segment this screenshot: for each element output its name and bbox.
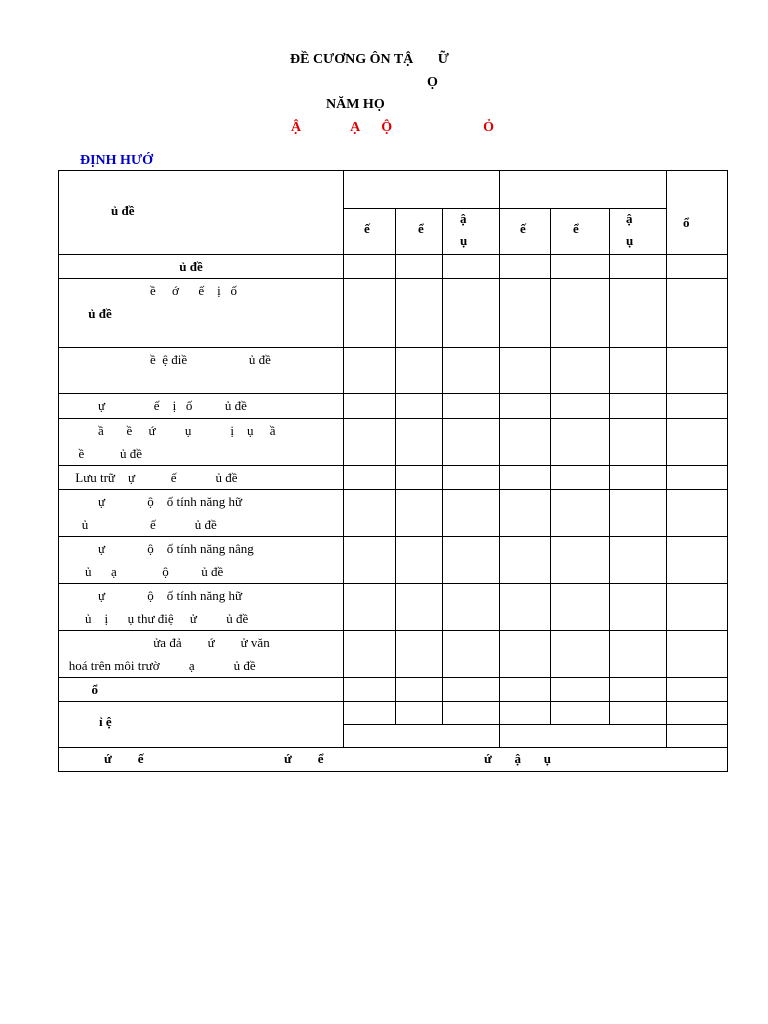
doc-subtitle: Ọ	[427, 75, 438, 90]
red-heading: Ậ Ạ Ộ Ỏ	[291, 120, 494, 135]
footer-label-2: ứ ể	[284, 751, 324, 766]
row-label: ổ	[59, 682, 98, 697]
row-label-line2: ủ ế ủ đề	[59, 517, 217, 532]
subheader-label: ế	[520, 221, 526, 236]
row-label-cell	[59, 279, 344, 348]
table-row	[59, 584, 728, 631]
subheader-label: ế	[364, 221, 370, 236]
row-label-cell	[59, 490, 344, 537]
row-label: ự ế ị ố ủ đề	[59, 398, 247, 413]
row-label-line3: ủ đề	[59, 306, 112, 321]
group-header-1	[344, 171, 500, 209]
subheader-cell	[500, 209, 551, 255]
subheader-cell	[344, 209, 396, 255]
row-label-cell	[59, 419, 344, 466]
subheader-cell	[396, 209, 443, 255]
total-header: ổ	[683, 215, 690, 230]
row-label-line2: hoá trên môi trườ ạ ủ đề	[59, 658, 256, 673]
subheader-cell	[610, 209, 667, 255]
row-label: ầ ề ứ ụ ị ụ ầ	[59, 423, 276, 438]
row-label-cell	[59, 348, 344, 394]
row-label-cell	[59, 537, 344, 584]
row-label-cell	[59, 631, 344, 678]
doc-title: ĐỀ CƯƠNG ÔN TẬ Ữ	[290, 52, 449, 67]
row-label: ề ệ điề ủ đề	[59, 352, 271, 367]
row-label-line2: ủ ị ụ thư điệ ử ủ đề	[59, 611, 249, 626]
table-row	[59, 419, 728, 466]
subheader-label: ậ	[460, 211, 467, 226]
test-matrix-table	[58, 170, 728, 772]
subheader-label: ể	[573, 221, 579, 236]
total-header-cell	[667, 171, 728, 255]
subheader-label: ụ	[626, 233, 634, 248]
table-row	[59, 348, 728, 394]
row-label: ửa đả ứ ử văn	[59, 635, 270, 650]
row-label: ự ộ ố tính năng hữ	[59, 494, 243, 509]
subheader-label: ể	[418, 221, 424, 236]
group-header-2	[500, 171, 667, 209]
table-row	[59, 279, 728, 348]
footer-label-1: ứ ế	[104, 751, 144, 766]
row-label: ự ộ ố tính năng hữ	[59, 588, 243, 603]
row-label-cell	[59, 255, 344, 279]
row-label-line2: ủ ạ ộ ủ đề	[59, 564, 224, 579]
row-label-line2: ề ủ đề	[59, 446, 143, 461]
subheader-label: ậ	[626, 211, 633, 226]
ratio-label-cell	[59, 702, 344, 748]
row-label: ề ớ ế ị ố	[59, 283, 238, 298]
table-row	[59, 631, 728, 678]
table-footer-row	[59, 748, 728, 772]
subheader-cell	[551, 209, 610, 255]
row-label-cell	[59, 678, 344, 702]
row-label: Lưu trữ ự ế ủ đề	[59, 470, 238, 485]
topic-header-cell	[59, 171, 344, 255]
table-row	[59, 490, 728, 537]
table-row-total	[59, 678, 728, 702]
subheader-label: ụ	[460, 233, 468, 248]
ratio-label: ỉ ệ	[99, 714, 112, 729]
section-heading: ĐỊNH HƯỚ	[80, 153, 153, 168]
footer-label-3: ứ ậ ụ	[484, 751, 552, 766]
row-label-cell	[59, 466, 344, 490]
table-row	[59, 537, 728, 584]
row-label-cell	[59, 394, 344, 419]
row-label: ủ đề	[59, 259, 203, 274]
table-header-row	[59, 171, 728, 209]
table-row	[59, 394, 728, 419]
footer-cell	[59, 748, 728, 772]
table-row-ratio	[59, 702, 728, 725]
row-label: ự ộ ố tính năng nâng	[59, 541, 254, 556]
topic-header: ủ đề	[111, 203, 135, 218]
school-year: NĂM HỌ	[326, 97, 385, 112]
table-row	[59, 255, 728, 279]
table-row	[59, 466, 728, 490]
row-label-cell	[59, 584, 344, 631]
subheader-cell	[443, 209, 500, 255]
